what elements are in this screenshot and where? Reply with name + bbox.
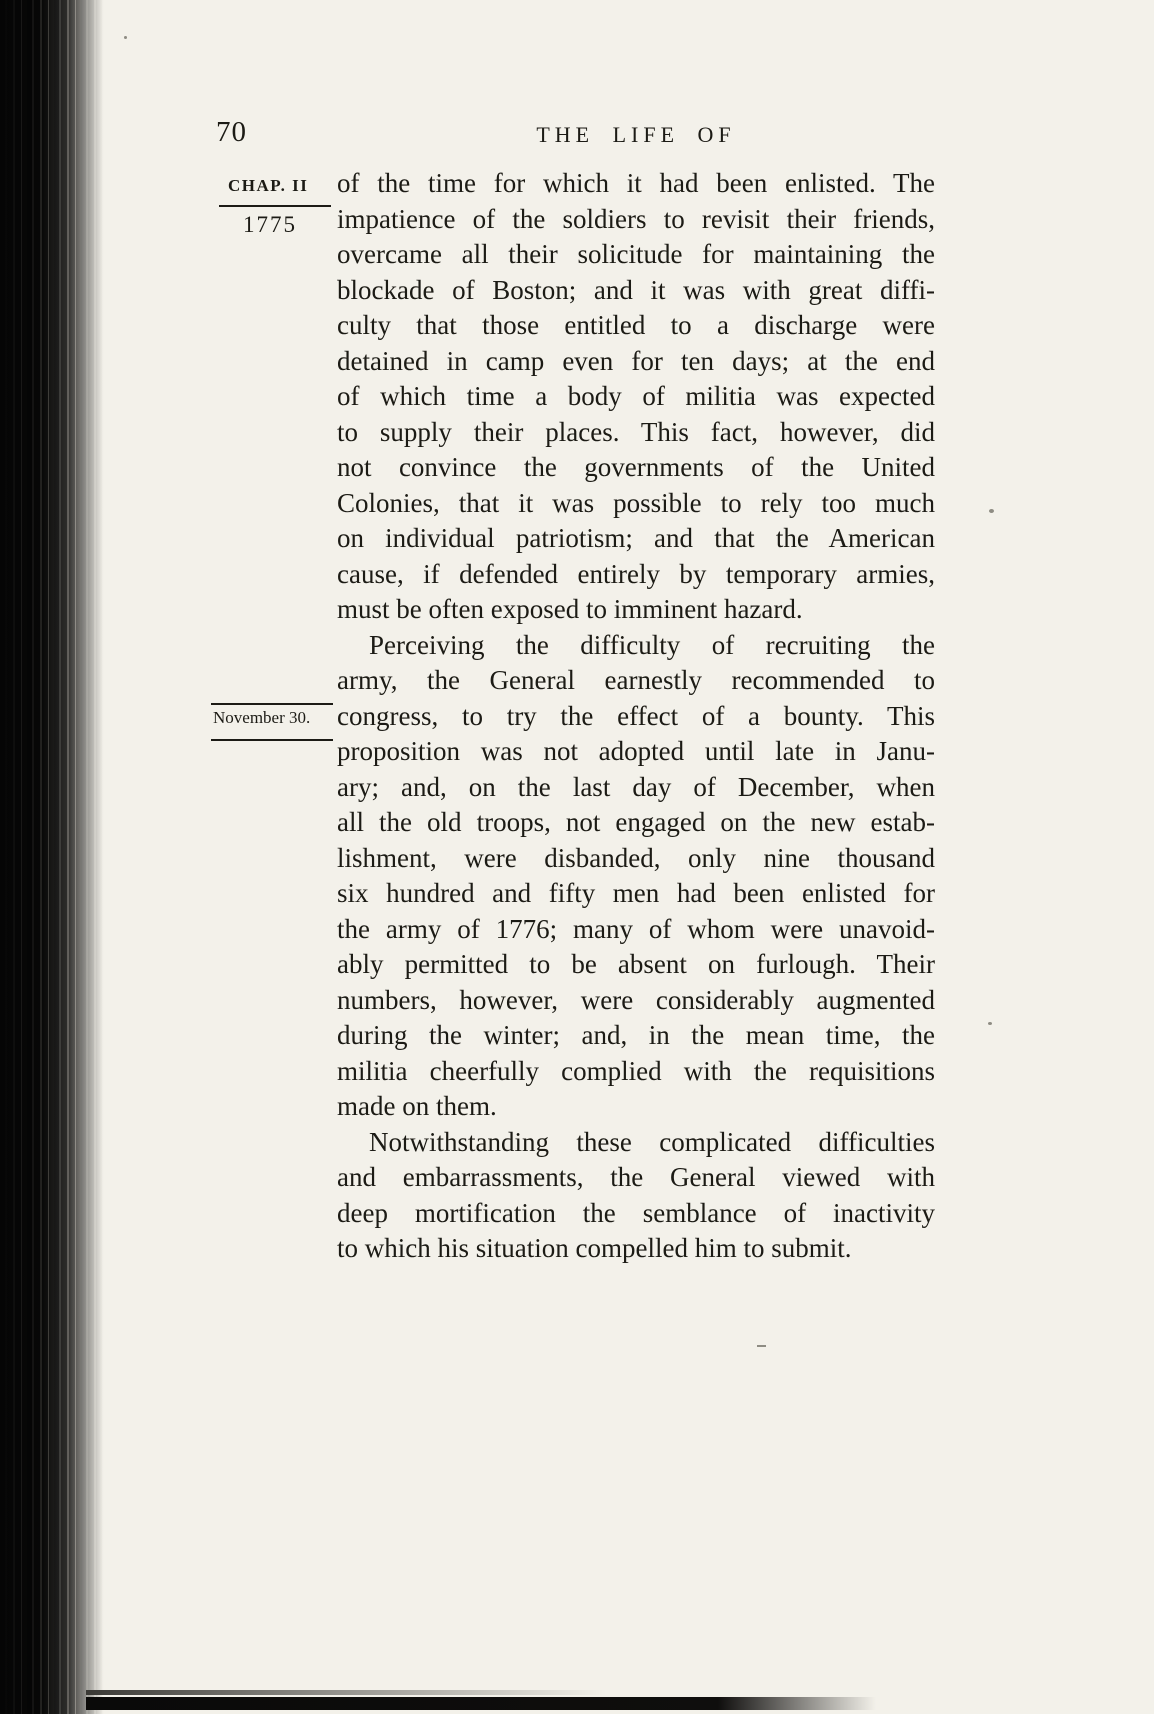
body-line: overcame all their solicitude for maintaining the (337, 239, 935, 269)
margin-year-label: 1775 (243, 212, 297, 237)
margin-date-note: November 30. (213, 708, 311, 727)
body-line: on individual patriotism; and that the American (337, 523, 935, 553)
body-line: cause, if defended entirely by temporary armies, (337, 558, 935, 589)
body-line: six hundred and fifty men had been enlisted for (337, 878, 935, 908)
body-line: numbers, however, were considerably augmented (337, 984, 935, 1015)
body-line: of which time a body of militia was expected (337, 381, 935, 411)
body-line: to which his situation compelled him to submit. (337, 1233, 852, 1263)
body-line: the army of 1776; many of whom were unavoid- (337, 913, 935, 944)
running-header: THE LIFE OF (536, 122, 736, 147)
body-line: deep mortification the semblance of inactivity (337, 1197, 935, 1228)
margin-date-rule-top (211, 703, 333, 705)
body-line: culty that those entitled to a discharge were (337, 310, 935, 340)
body-line: all the old troops, not engaged on the new estab- (337, 807, 935, 837)
body-line: ary; and, on the last day of December, when (337, 771, 935, 802)
body-line: congress, to try the effect of a bounty. This (337, 700, 935, 731)
scan-speck (988, 1022, 992, 1025)
body-line: to supply their places. This fact, however, did (337, 416, 935, 447)
scan-speck (124, 36, 127, 39)
scan-bottom-edge-faint (86, 1690, 606, 1695)
body-line: army, the General earnestly recommended to (337, 665, 935, 695)
body-line: proposition was not adopted until late in Janu- (337, 736, 935, 766)
book-binding-scan-edge (0, 0, 108, 1714)
body-text-block (337, 166, 935, 1267)
body-line: militia cheerfully complied with the requisitions (337, 1055, 935, 1086)
body-line: and embarrassments, the General viewed with (337, 1162, 935, 1192)
body-line: not convince the governments of the United (337, 452, 935, 482)
body-line: blockade of Boston; and it was with great diffi- (337, 274, 935, 305)
body-line: Colonies, that it was possible to rely too much (337, 487, 935, 518)
body-line: during the winter; and, in the mean time, the (337, 1020, 935, 1050)
body-line: detained in camp even for ten days; at the end (337, 345, 935, 376)
body-line: Notwithstanding these complicated difficulties (369, 1126, 935, 1157)
body-line: must be often exposed to imminent hazard. (337, 594, 803, 624)
scan-bottom-edge (86, 1697, 876, 1710)
body-line: lishment, were disbanded, only nine thousand (337, 842, 935, 873)
scan-speck (757, 1345, 766, 1347)
body-line: made on them. (337, 1091, 497, 1121)
body-line: impatience of the soldiers to revisit their friends, (337, 203, 935, 234)
scan-speck (989, 509, 994, 513)
body-line: ably permitted to be absent on furlough. Their (337, 949, 935, 979)
page-number: 70 (216, 116, 247, 148)
body-line: Perceiving the difficulty of recruiting the (369, 629, 935, 660)
body-line: of the time for which it had been enlisted. The (337, 168, 935, 198)
margin-chapter-label: CHAP. II (228, 176, 309, 195)
margin-chapter-rule (219, 205, 331, 207)
margin-date-rule-bottom (211, 739, 333, 741)
